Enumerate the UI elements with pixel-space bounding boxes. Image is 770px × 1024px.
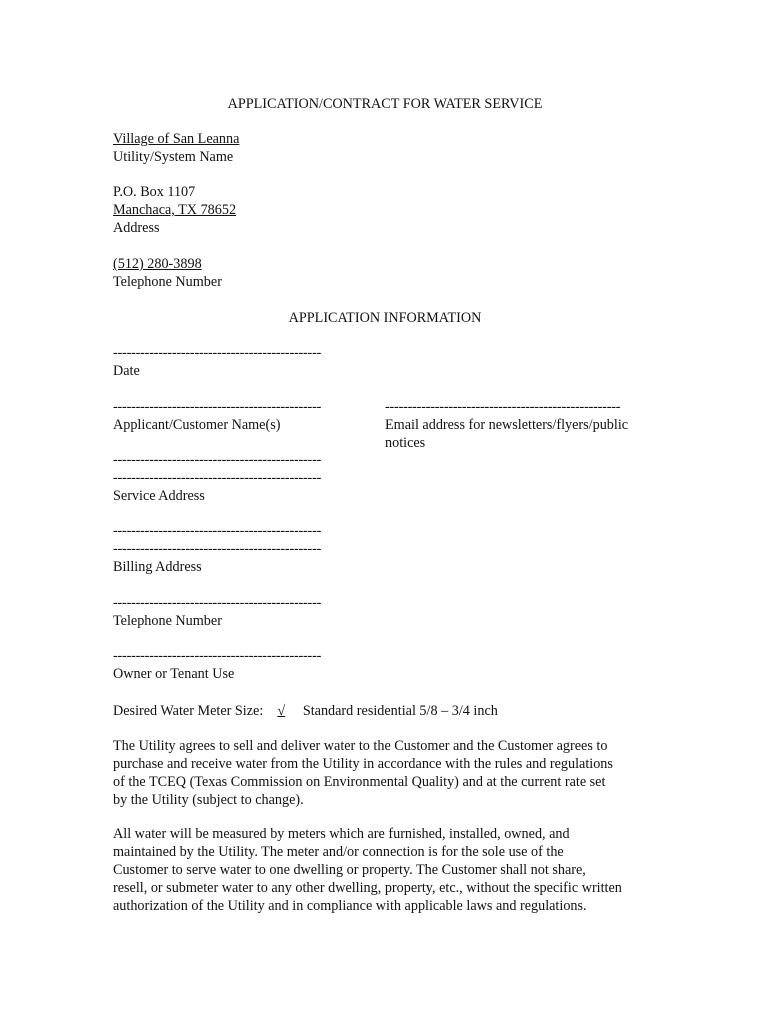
utility-phone-label: Telephone Number: [113, 274, 222, 290]
owner-tenant-label: Owner or Tenant Use: [113, 666, 235, 682]
paragraph-line: of the TCEQ (Texas Commission on Environmental Quality) and at the current rate set: [113, 774, 606, 790]
service-address-label: Service Address: [113, 488, 205, 504]
utility-address-line1: P.O. Box 1107: [113, 184, 196, 200]
check-mark-icon[interactable]: √: [277, 703, 286, 719]
service-address-blank-line-1[interactable]: ----------------------------------------------: [113, 452, 322, 468]
service-agreement-paragraph: [113, 737, 673, 809]
email-blank-line[interactable]: ----------------------------------------------------: [385, 399, 621, 415]
email-label-line2: notices: [385, 435, 426, 451]
owner-tenant-blank-line[interactable]: ----------------------------------------------: [113, 648, 322, 664]
applicant-blank-line[interactable]: ----------------------------------------------: [113, 399, 322, 415]
applicant-label: Applicant/Customer Name(s): [113, 417, 281, 433]
meter-size-row: [113, 702, 498, 720]
utility-name-value: Village of San Leanna: [113, 131, 240, 147]
date-blank-line[interactable]: ----------------------------------------------: [113, 345, 322, 361]
paragraph-line: purchase and receive water from the Utility in accordance with the rules and regulations: [113, 756, 613, 772]
email-label-line1: Email address for newsletters/flyers/public: [385, 417, 629, 433]
billing-address-blank-line-1[interactable]: ----------------------------------------------: [113, 523, 322, 539]
paragraph-line: resell, or submeter water to any other dwelling, property, etc., without the specific written: [113, 880, 622, 896]
paragraph-line: by the Utility (subject to change).: [113, 792, 304, 808]
service-address-blank-line-2[interactable]: ----------------------------------------------: [113, 470, 322, 486]
utility-address-label: Address: [113, 220, 160, 236]
paragraph-line: authorization of the Utility and in compliance with applicable laws and regulations.: [113, 898, 587, 914]
billing-address-blank-line-2[interactable]: ----------------------------------------------: [113, 541, 322, 557]
utility-name-label: Utility/System Name: [113, 149, 234, 165]
document-title: APPLICATION/CONTRACT FOR WATER SERVICE: [227, 96, 543, 112]
paragraph-line: maintained by the Utility. The meter and/or connection is for the sole use of the: [113, 844, 564, 860]
utility-address-line2: Manchaca, TX 78652: [113, 202, 237, 218]
meter-size-label: Desired Water Meter Size:: [113, 703, 264, 719]
metering-paragraph: [113, 825, 673, 915]
paragraph-line: All water will be measured by meters which are furnished, installed, owned, and: [113, 826, 570, 842]
section-title: APPLICATION INFORMATION: [288, 310, 482, 326]
paragraph-line: The Utility agrees to sell and deliver water to the Customer and the Customer agrees to: [113, 738, 608, 754]
telephone-blank-line[interactable]: ----------------------------------------------: [113, 595, 322, 611]
telephone-label: Telephone Number: [113, 613, 222, 629]
date-label: Date: [113, 363, 140, 379]
meter-size-option: Standard residential 5/8 – 3/4 inch: [302, 703, 498, 719]
utility-phone-value: (512) 280-3898: [113, 256, 202, 272]
paragraph-line: Customer to serve water to one dwelling or property. The Customer shall not share,: [113, 862, 586, 878]
billing-address-label: Billing Address: [113, 559, 202, 575]
